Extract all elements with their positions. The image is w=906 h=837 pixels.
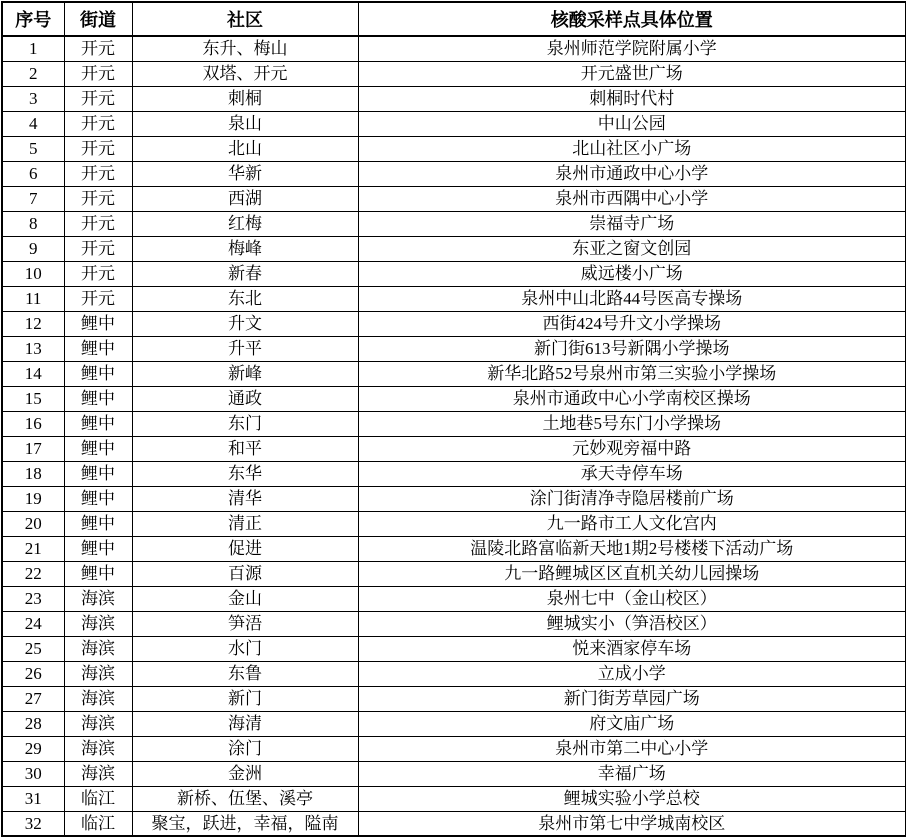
community-cell: 金洲 xyxy=(132,761,358,786)
table-row xyxy=(2,536,906,561)
row-number-cell: 3 xyxy=(2,86,64,111)
community-cell: 新桥、伍堡、溪亭 xyxy=(132,786,358,811)
community-cell: 北山 xyxy=(132,136,358,161)
location-cell: 府文庙广场 xyxy=(358,711,906,736)
location-cell: 东亚之窗文创园 xyxy=(358,236,906,261)
table-row xyxy=(2,86,906,111)
row-number-cell: 16 xyxy=(2,411,64,436)
community-cell: 清正 xyxy=(132,511,358,536)
street-cell: 海滨 xyxy=(64,636,132,661)
street-cell: 鲤中 xyxy=(64,361,132,386)
street-cell: 开元 xyxy=(64,211,132,236)
location-cell: 幸福广场 xyxy=(358,761,906,786)
row-number-cell: 21 xyxy=(2,536,64,561)
table-row xyxy=(2,386,906,411)
street-cell: 开元 xyxy=(64,261,132,286)
community-cell: 海清 xyxy=(132,711,358,736)
row-number-cell: 6 xyxy=(2,161,64,186)
community-cell: 通政 xyxy=(132,386,358,411)
table-row xyxy=(2,211,906,236)
community-cell: 涂门 xyxy=(132,736,358,761)
row-number-cell: 2 xyxy=(2,61,64,86)
location-cell: 涂门街清净寺隐居楼前广场 xyxy=(358,486,906,511)
row-number-cell: 27 xyxy=(2,686,64,711)
street-cell: 海滨 xyxy=(64,611,132,636)
location-cell: 崇福寺广场 xyxy=(358,211,906,236)
table-row xyxy=(2,336,906,361)
street-cell: 鲤中 xyxy=(64,411,132,436)
table-row xyxy=(2,136,906,161)
location-cell: 土地巷5号东门小学操场 xyxy=(358,411,906,436)
header-cell-street: 街道 xyxy=(64,2,132,36)
table-row xyxy=(2,511,906,536)
community-cell: 聚宝，跃进，幸福，隘南 xyxy=(132,811,358,836)
location-cell: 刺桐时代村 xyxy=(358,86,906,111)
table-row xyxy=(2,661,906,686)
header-cell-community: 社区 xyxy=(132,2,358,36)
header-row xyxy=(2,2,906,36)
street-cell: 海滨 xyxy=(64,661,132,686)
location-cell: 泉州市通政中心小学 xyxy=(358,161,906,186)
location-cell: 新华北路52号泉州市第三实验小学操场 xyxy=(358,361,906,386)
location-cell: 立成小学 xyxy=(358,661,906,686)
street-cell: 开元 xyxy=(64,161,132,186)
location-cell: 新门街613号新隅小学操场 xyxy=(358,336,906,361)
community-cell: 华新 xyxy=(132,161,358,186)
location-cell: 悦来酒家停车场 xyxy=(358,636,906,661)
street-cell: 鲤中 xyxy=(64,486,132,511)
street-cell: 鲤中 xyxy=(64,561,132,586)
row-number-cell: 10 xyxy=(2,261,64,286)
street-cell: 开元 xyxy=(64,61,132,86)
row-number-cell: 30 xyxy=(2,761,64,786)
community-cell: 东门 xyxy=(132,411,358,436)
table-header xyxy=(2,2,906,36)
street-cell: 开元 xyxy=(64,236,132,261)
community-cell: 金山 xyxy=(132,586,358,611)
street-cell: 海滨 xyxy=(64,586,132,611)
street-cell: 鲤中 xyxy=(64,436,132,461)
location-cell: 北山社区小广场 xyxy=(358,136,906,161)
street-cell: 开元 xyxy=(64,111,132,136)
table-row xyxy=(2,636,906,661)
community-cell: 红梅 xyxy=(132,211,358,236)
table-row xyxy=(2,261,906,286)
table-row xyxy=(2,711,906,736)
street-cell: 海滨 xyxy=(64,686,132,711)
row-number-cell: 20 xyxy=(2,511,64,536)
table-row xyxy=(2,111,906,136)
row-number-cell: 31 xyxy=(2,786,64,811)
location-cell: 西街424号升文小学操场 xyxy=(358,311,906,336)
community-cell: 泉山 xyxy=(132,111,358,136)
community-cell: 东升、梅山 xyxy=(132,36,358,61)
table-row xyxy=(2,436,906,461)
row-number-cell: 1 xyxy=(2,36,64,61)
street-cell: 开元 xyxy=(64,86,132,111)
location-cell: 威远楼小广场 xyxy=(358,261,906,286)
community-cell: 新峰 xyxy=(132,361,358,386)
street-cell: 鲤中 xyxy=(64,311,132,336)
row-number-cell: 23 xyxy=(2,586,64,611)
location-cell: 泉州师范学院附属小学 xyxy=(358,36,906,61)
table-row xyxy=(2,311,906,336)
row-number-cell: 22 xyxy=(2,561,64,586)
street-cell: 海滨 xyxy=(64,761,132,786)
community-cell: 水门 xyxy=(132,636,358,661)
location-cell: 鲤城实验小学总校 xyxy=(358,786,906,811)
table-row xyxy=(2,361,906,386)
community-cell: 升平 xyxy=(132,336,358,361)
sampling-points-table xyxy=(1,1,906,837)
row-number-cell: 11 xyxy=(2,286,64,311)
row-number-cell: 7 xyxy=(2,186,64,211)
header-cell-number: 序号 xyxy=(2,2,64,36)
street-cell: 鲤中 xyxy=(64,511,132,536)
row-number-cell: 4 xyxy=(2,111,64,136)
table-row xyxy=(2,61,906,86)
community-cell: 西湖 xyxy=(132,186,358,211)
location-cell: 新门街芳草园广场 xyxy=(358,686,906,711)
location-cell: 泉州七中（金山校区） xyxy=(358,586,906,611)
header-cell-location: 核酸采样点具体位置 xyxy=(358,2,906,36)
street-cell: 开元 xyxy=(64,286,132,311)
table-row xyxy=(2,786,906,811)
row-number-cell: 8 xyxy=(2,211,64,236)
row-number-cell: 5 xyxy=(2,136,64,161)
street-cell: 海滨 xyxy=(64,711,132,736)
table-row xyxy=(2,36,906,61)
location-cell: 泉州市第二中心小学 xyxy=(358,736,906,761)
community-cell: 东华 xyxy=(132,461,358,486)
row-number-cell: 15 xyxy=(2,386,64,411)
location-cell: 元妙观旁福中路 xyxy=(358,436,906,461)
location-cell: 泉州市第七中学城南校区 xyxy=(358,811,906,836)
community-cell: 新门 xyxy=(132,686,358,711)
community-cell: 升文 xyxy=(132,311,358,336)
street-cell: 海滨 xyxy=(64,736,132,761)
location-cell: 泉州中山北路44号医高专操场 xyxy=(358,286,906,311)
community-cell: 清华 xyxy=(132,486,358,511)
table-row xyxy=(2,811,906,836)
row-number-cell: 25 xyxy=(2,636,64,661)
street-cell: 鲤中 xyxy=(64,461,132,486)
table-row xyxy=(2,686,906,711)
table-row xyxy=(2,486,906,511)
table-row xyxy=(2,186,906,211)
table-row xyxy=(2,761,906,786)
street-cell: 鲤中 xyxy=(64,386,132,411)
row-number-cell: 12 xyxy=(2,311,64,336)
community-cell: 笋浯 xyxy=(132,611,358,636)
table-row xyxy=(2,461,906,486)
row-number-cell: 9 xyxy=(2,236,64,261)
location-cell: 温陵北路富临新天地1期2号楼楼下活动广场 xyxy=(358,536,906,561)
row-number-cell: 28 xyxy=(2,711,64,736)
community-cell: 东北 xyxy=(132,286,358,311)
location-cell: 中山公园 xyxy=(358,111,906,136)
table-row xyxy=(2,561,906,586)
community-cell: 新春 xyxy=(132,261,358,286)
row-number-cell: 24 xyxy=(2,611,64,636)
street-cell: 开元 xyxy=(64,36,132,61)
location-cell: 开元盛世广场 xyxy=(358,61,906,86)
table-body xyxy=(2,36,906,836)
location-cell: 承天寺停车场 xyxy=(358,461,906,486)
community-cell: 东鲁 xyxy=(132,661,358,686)
community-cell: 和平 xyxy=(132,436,358,461)
row-number-cell: 19 xyxy=(2,486,64,511)
table-row xyxy=(2,611,906,636)
location-cell: 泉州市西隅中心小学 xyxy=(358,186,906,211)
street-cell: 鲤中 xyxy=(64,336,132,361)
table-row xyxy=(2,286,906,311)
location-cell: 九一路鲤城区区直机关幼儿园操场 xyxy=(358,561,906,586)
street-cell: 鲤中 xyxy=(64,536,132,561)
table-row xyxy=(2,236,906,261)
location-cell: 泉州市通政中心小学南校区操场 xyxy=(358,386,906,411)
row-number-cell: 32 xyxy=(2,811,64,836)
row-number-cell: 13 xyxy=(2,336,64,361)
table-row xyxy=(2,411,906,436)
community-cell: 梅峰 xyxy=(132,236,358,261)
table-row xyxy=(2,586,906,611)
row-number-cell: 14 xyxy=(2,361,64,386)
street-cell: 开元 xyxy=(64,186,132,211)
row-number-cell: 29 xyxy=(2,736,64,761)
row-number-cell: 26 xyxy=(2,661,64,686)
row-number-cell: 18 xyxy=(2,461,64,486)
street-cell: 临江 xyxy=(64,786,132,811)
community-cell: 促进 xyxy=(132,536,358,561)
table-row xyxy=(2,161,906,186)
community-cell: 刺桐 xyxy=(132,86,358,111)
location-cell: 九一路市工人文化宫内 xyxy=(358,511,906,536)
row-number-cell: 17 xyxy=(2,436,64,461)
street-cell: 开元 xyxy=(64,136,132,161)
community-cell: 百源 xyxy=(132,561,358,586)
location-cell: 鲤城实小（笋浯校区） xyxy=(358,611,906,636)
community-cell: 双塔、开元 xyxy=(132,61,358,86)
street-cell: 临江 xyxy=(64,811,132,836)
table-row xyxy=(2,736,906,761)
